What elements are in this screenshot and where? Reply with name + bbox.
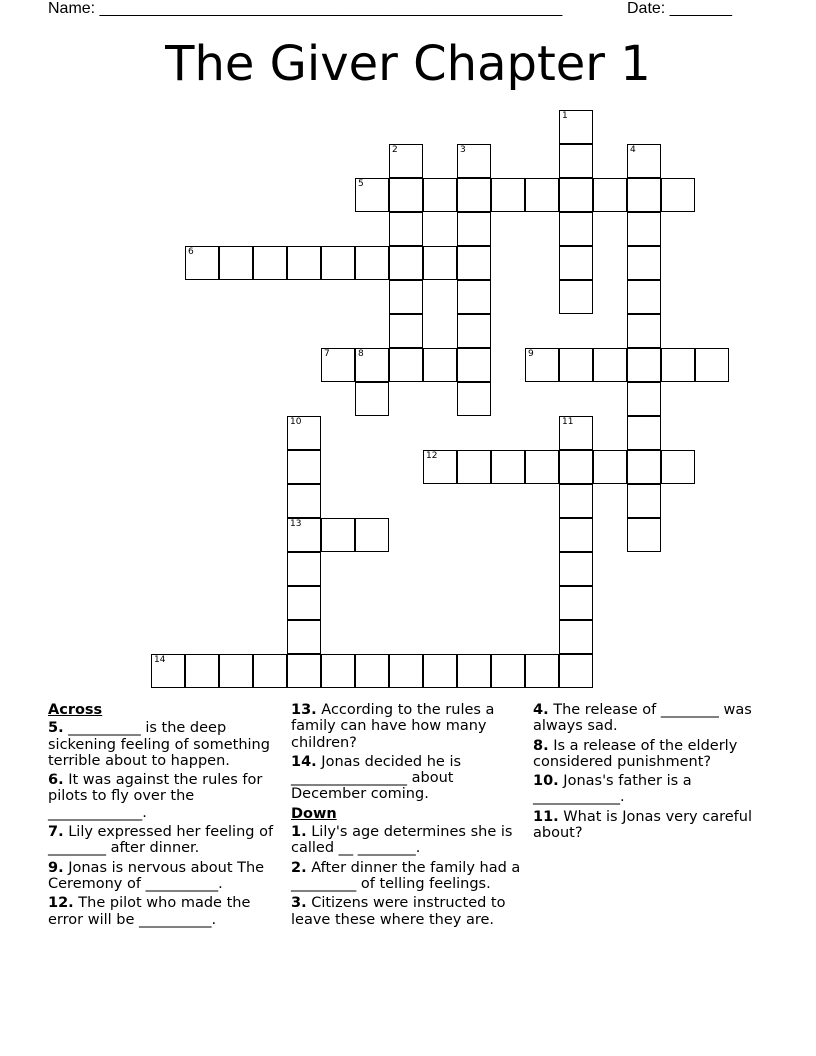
- crossword-cell[interactable]: [253, 246, 287, 280]
- crossword-cell[interactable]: [559, 654, 593, 688]
- clue-column-1: [48, 702, 283, 931]
- cell-number: 13: [290, 519, 302, 529]
- crossword-cell[interactable]: [457, 382, 491, 416]
- clue-text: It was against the rules for pilots to fly over the _____________.: [48, 772, 263, 821]
- crossword-cell[interactable]: [457, 654, 491, 688]
- crossword-cell[interactable]: [389, 348, 423, 382]
- clue-number: 14.: [291, 753, 317, 770]
- crossword-cell[interactable]: [627, 212, 661, 246]
- crossword-cell[interactable]: [627, 178, 661, 212]
- crossword-cell[interactable]: [559, 586, 593, 620]
- crossword-cell[interactable]: [321, 246, 355, 280]
- clue-text: __________ is the deep sickening feeling of something terrible about to happen.: [48, 720, 270, 769]
- clue-text: The release of ________ was always sad.: [533, 702, 752, 735]
- crossword-cell[interactable]: [185, 654, 219, 688]
- crossword-cell[interactable]: [151, 654, 185, 688]
- clue-text: Jonas is nervous about The Ceremony of __________.: [48, 859, 265, 892]
- cell-number: 7: [324, 349, 330, 359]
- crossword-cell[interactable]: [525, 178, 559, 212]
- across-clue-list: [48, 720, 283, 928]
- crossword-cell[interactable]: [355, 654, 389, 688]
- crossword-cell[interactable]: [559, 450, 593, 484]
- crossword-cell[interactable]: [559, 620, 593, 654]
- clue-item: [291, 895, 526, 928]
- clue-number: 4.: [533, 702, 549, 718]
- crossword-cell[interactable]: [423, 246, 457, 280]
- crossword-cell[interactable]: [627, 144, 661, 178]
- crossword-cell[interactable]: [389, 654, 423, 688]
- crossword-cell[interactable]: [491, 178, 525, 212]
- clue-text: Citizens were instructed to leave these where they are.: [291, 895, 506, 928]
- crossword-cell[interactable]: [423, 178, 457, 212]
- crossword-cell[interactable]: [559, 212, 593, 246]
- crossword-cell[interactable]: [389, 280, 423, 314]
- cell-number: 4: [630, 145, 636, 155]
- clue-number: 13.: [291, 702, 317, 718]
- cell-number: 5: [358, 179, 364, 189]
- clue-number: 3.: [291, 895, 307, 912]
- clue-item: [533, 738, 768, 771]
- clue-item: [48, 860, 283, 893]
- crossword-cell[interactable]: [627, 314, 661, 348]
- crossword-cell[interactable]: [559, 178, 593, 212]
- crossword-cell[interactable]: [457, 450, 491, 484]
- crossword-cell[interactable]: [525, 348, 559, 382]
- crossword-cell[interactable]: [661, 178, 695, 212]
- clue-text: Jonas's father is a ____________.: [533, 773, 692, 806]
- puzzle-title: The Giver Chapter 1: [165, 36, 651, 92]
- clue-item: [533, 809, 768, 842]
- crossword-cell[interactable]: [321, 518, 355, 552]
- crossword-cell[interactable]: [457, 212, 491, 246]
- crossword-cell[interactable]: [491, 654, 525, 688]
- clue-item: [48, 824, 283, 857]
- crossword-cell[interactable]: [525, 654, 559, 688]
- crossword-cell[interactable]: [559, 144, 593, 178]
- down-clue-list: [291, 824, 526, 928]
- crossword-cell[interactable]: [559, 484, 593, 518]
- clue-number: 11.: [533, 808, 559, 825]
- clue-column-3: [533, 702, 768, 844]
- clue-number: 12.: [48, 895, 74, 912]
- crossword-cell[interactable]: [355, 518, 389, 552]
- cell-number: 1: [562, 111, 568, 121]
- cell-number: 6: [188, 247, 194, 257]
- crossword-cell[interactable]: [457, 144, 491, 178]
- crossword-cell[interactable]: [559, 280, 593, 314]
- crossword-cell[interactable]: [423, 450, 457, 484]
- crossword-cell[interactable]: [559, 552, 593, 586]
- crossword-cell[interactable]: [287, 586, 321, 620]
- crossword-cell[interactable]: [287, 518, 321, 552]
- crossword-cell[interactable]: [457, 280, 491, 314]
- crossword-cell[interactable]: [355, 348, 389, 382]
- crossword-cell[interactable]: [287, 416, 321, 450]
- cell-number: 10: [290, 417, 302, 427]
- crossword-cell[interactable]: [355, 382, 389, 416]
- crossword-cell[interactable]: [525, 450, 559, 484]
- crossword-cell[interactable]: [593, 348, 627, 382]
- clue-number: 1.: [291, 824, 307, 841]
- clue-text: What is Jonas very careful about?: [533, 808, 752, 842]
- cell-number: 2: [392, 145, 398, 155]
- crossword-cell[interactable]: [559, 416, 593, 450]
- crossword-cell[interactable]: [423, 654, 457, 688]
- crossword-cell[interactable]: [559, 246, 593, 280]
- clue-number: 10.: [533, 773, 559, 790]
- crossword-cell[interactable]: [287, 552, 321, 586]
- crossword-cell[interactable]: [627, 280, 661, 314]
- clue-item: [291, 754, 526, 803]
- crossword-cell[interactable]: [423, 348, 457, 382]
- clue-number: 9.: [48, 859, 64, 876]
- cell-number: 12: [426, 451, 438, 461]
- crossword-cell[interactable]: [457, 246, 491, 280]
- crossword-cell[interactable]: [559, 348, 593, 382]
- clue-item: [533, 702, 768, 735]
- down-clue-list-continued: [533, 702, 768, 841]
- crossword-cell[interactable]: [389, 144, 423, 178]
- clue-text: Lily expressed her feeling of ________ after dinner.: [48, 824, 274, 857]
- clue-number: 8.: [533, 737, 549, 754]
- crossword-cell[interactable]: [287, 484, 321, 518]
- crossword-cell[interactable]: [287, 246, 321, 280]
- crossword-cell[interactable]: [559, 110, 593, 144]
- crossword-cell[interactable]: [661, 348, 695, 382]
- crossword-cell[interactable]: [389, 212, 423, 246]
- crossword-cell[interactable]: [389, 246, 423, 280]
- clue-item: [291, 702, 526, 751]
- clue-number: 5.: [48, 720, 64, 737]
- clue-text: According to the rules a family can have how many children?: [291, 702, 495, 751]
- clue-item: [291, 824, 526, 857]
- crossword-cell[interactable]: [491, 450, 525, 484]
- crossword-cell[interactable]: [219, 246, 253, 280]
- cell-number: 14: [154, 655, 166, 665]
- crossword-cell[interactable]: [253, 654, 287, 688]
- crossword-cell[interactable]: [287, 620, 321, 654]
- clue-number: 7.: [48, 824, 64, 841]
- clue-number: 2.: [291, 859, 307, 876]
- clue-text: Jonas decided he is ________________ about December coming.: [291, 753, 462, 803]
- clue-text: Lily's age determines she is called __ ________.: [291, 824, 513, 857]
- cell-number: 11: [562, 417, 574, 427]
- clue-item: [48, 720, 283, 769]
- clue-text: The pilot who made the error will be __________.: [48, 895, 251, 928]
- clue-item: [291, 860, 526, 893]
- name-field-label: Name: ____________________________________________________: [48, 0, 563, 17]
- clue-item: [48, 772, 283, 821]
- cell-number: 9: [528, 349, 534, 359]
- crossword-cell[interactable]: [457, 314, 491, 348]
- down-heading: Down: [291, 805, 337, 822]
- crossword-cell[interactable]: [389, 178, 423, 212]
- crossword-cell[interactable]: [185, 246, 219, 280]
- crossword-cell[interactable]: [661, 450, 695, 484]
- crossword-cell[interactable]: [627, 518, 661, 552]
- crossword-cell[interactable]: [627, 246, 661, 280]
- clue-column-2: [291, 702, 526, 931]
- crossword-cell[interactable]: [321, 654, 355, 688]
- crossword-cell[interactable]: [355, 178, 389, 212]
- across-heading: Across: [48, 702, 103, 718]
- crossword-cell[interactable]: [627, 450, 661, 484]
- crossword-cell[interactable]: [457, 348, 491, 382]
- clue-item: [533, 773, 768, 806]
- crossword-cell[interactable]: [695, 348, 729, 382]
- crossword-cell[interactable]: [219, 654, 253, 688]
- clue-text: Is a release of the elderly considered punishment?: [533, 737, 738, 770]
- crossword-cell[interactable]: [627, 484, 661, 518]
- crossword-cell[interactable]: [559, 518, 593, 552]
- across-clue-list-continued: [291, 702, 526, 803]
- crossword-cell[interactable]: [593, 178, 627, 212]
- date-field-label: Date: _______: [627, 0, 732, 17]
- crossword-cell[interactable]: [287, 450, 321, 484]
- crossword-cell[interactable]: [627, 416, 661, 450]
- crossword-cell[interactable]: [389, 314, 423, 348]
- cell-number: 8: [358, 349, 364, 359]
- crossword-cell[interactable]: [321, 348, 355, 382]
- clue-text: After dinner the family had a _________ of telling feelings.: [291, 859, 521, 892]
- crossword-cell[interactable]: [627, 382, 661, 416]
- clue-item: [48, 895, 283, 928]
- clue-number: 6.: [48, 772, 64, 789]
- crossword-cell[interactable]: [355, 246, 389, 280]
- crossword-cell[interactable]: [627, 348, 661, 382]
- crossword-cell[interactable]: [457, 178, 491, 212]
- crossword-cell[interactable]: [593, 450, 627, 484]
- crossword-cell[interactable]: [287, 654, 321, 688]
- cell-number: 3: [460, 145, 466, 155]
